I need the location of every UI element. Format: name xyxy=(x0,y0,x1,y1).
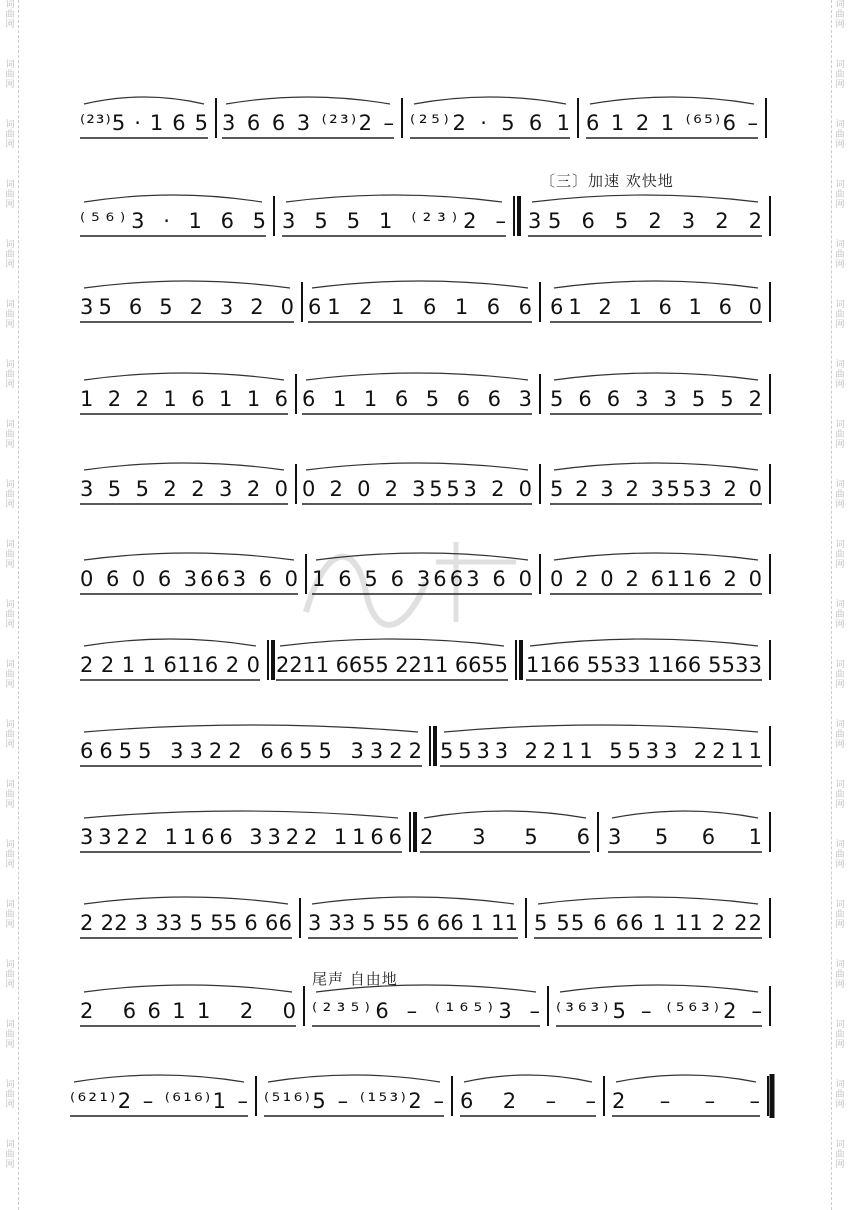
watermark-text: 词 曲 网 xyxy=(5,1140,15,1170)
bar-notes: 3 33 5 55 6 66 1 11 xyxy=(308,911,518,935)
score-row-7 xyxy=(0,630,850,700)
bar-notes: 35 6 5 2 3 2 2 xyxy=(528,209,762,233)
slur-arc xyxy=(312,897,514,904)
bar-notes: 6 1 2 1 ⁽⁶⁵⁾6 – xyxy=(586,111,758,135)
watermark-text: 词 曲 网 xyxy=(5,120,15,150)
watermark-text: 词 曲 网 xyxy=(835,720,845,750)
slur-arc xyxy=(84,373,284,380)
watermark-text: 词 曲 网 xyxy=(835,540,845,570)
slur-arc xyxy=(424,811,586,818)
slur-arc xyxy=(84,639,256,646)
bar-notes: 1166 5533 1166 5533 xyxy=(526,653,762,677)
slur-arc xyxy=(84,897,288,904)
score-row-1 xyxy=(0,88,850,158)
watermark-text: 词 曲 网 xyxy=(5,720,15,750)
bar-notes: 1 2 2 1 6 1 1 6 xyxy=(80,387,288,411)
section-3-annotation: 〔三〕加速 欢快地 xyxy=(540,172,674,190)
slur-arc xyxy=(306,373,528,380)
slur-arc xyxy=(316,985,536,992)
bar-notes: 0 6 0 6 3663 6 0 xyxy=(80,567,298,591)
bar-notes: 5 6 6 3 3 5 5 2 xyxy=(550,387,762,411)
bar-notes: 2 6611 2 0 xyxy=(80,999,296,1023)
watermark-text: 词 曲 网 xyxy=(5,300,15,330)
slur-arc xyxy=(84,811,398,818)
bar-notes: 5 55 6 66 1 11 2 22 xyxy=(534,911,762,935)
score-row-10 xyxy=(0,888,850,958)
slur-arc xyxy=(84,725,418,732)
watermark-text: 词 曲 网 xyxy=(5,540,15,570)
watermark-text: 词 曲 网 xyxy=(5,1020,15,1050)
coda-annotation: 尾声 自由地 xyxy=(312,970,398,988)
watermark-text: 词 曲 网 xyxy=(5,240,15,270)
slur-arc xyxy=(316,553,528,560)
watermark-text: 词 曲 网 xyxy=(835,240,845,270)
watermark-text: 词 曲 网 xyxy=(835,600,845,630)
bar-notes: 2 – – – xyxy=(612,1089,760,1113)
bar-notes: 3 5 5 2 2 3 2 0 xyxy=(80,477,288,501)
bar-notes: ⁽³⁶³⁾5 – ⁽⁵⁶³⁾2 – xyxy=(556,999,762,1023)
slur-arc xyxy=(554,553,758,560)
watermark-text: 词 曲 网 xyxy=(5,1080,15,1110)
watermark-text: 词 曲 网 xyxy=(835,180,845,210)
watermark-text: 词 曲 网 xyxy=(835,0,845,30)
watermark-text: 词 曲 网 xyxy=(835,120,845,150)
bar-notes: ⁽²³⁾5 · 1 6 5 xyxy=(80,111,208,135)
slur-arc xyxy=(560,985,758,992)
bar-notes: 2 3 5 6 xyxy=(420,825,590,849)
slur-arc xyxy=(532,195,758,202)
watermark-text: 词 曲 网 xyxy=(835,300,845,330)
bar-notes: 5533 2211 5533 2211 xyxy=(440,739,762,763)
watermark-text: 词 曲 网 xyxy=(835,1140,845,1170)
bar-notes: ⁽²⁵⁾2 · 5 6 1 xyxy=(410,111,570,135)
bar-notes: 0 2 0 2 3553 2 0 xyxy=(302,477,532,501)
slur-arc xyxy=(538,897,758,904)
slur-arc xyxy=(286,195,502,202)
watermark-text: 词 曲 网 xyxy=(5,60,15,90)
watermark-text: 词 曲 网 xyxy=(835,960,845,990)
slur-arc xyxy=(226,97,390,104)
bar-notes: 6655 3322 6655 3322 xyxy=(80,739,422,763)
bar-notes: 0 2 0 2 6116 2 0 xyxy=(550,567,762,591)
slur-arc xyxy=(84,553,294,560)
bar-notes: 1 6 5 6 3663 6 0 xyxy=(312,567,532,591)
watermark-text: 词 曲 网 xyxy=(5,960,15,990)
bar-notes: 3 5 5 1 ⁽²³⁾2 – xyxy=(282,209,506,233)
slur-arc xyxy=(280,639,504,646)
bar-notes: 3 6 6 3 ⁽²³⁾2 – xyxy=(222,111,394,135)
watermark-text: 词 曲 网 xyxy=(5,360,15,390)
slur-arc xyxy=(590,97,754,104)
score-row-11 xyxy=(0,976,850,1046)
bar-notes: 3322 1166 3322 1166 xyxy=(80,825,402,849)
bar-notes: 3 5 6 1 xyxy=(608,825,762,849)
slur-arc xyxy=(84,195,262,202)
bar-notes: 61 2 1 6 1 6 0 xyxy=(550,295,762,319)
bar-notes: ⁽²³⁵⁾6 – ⁽¹⁶⁵⁾3 – xyxy=(312,999,540,1023)
slur-arc xyxy=(306,463,528,470)
slur-arc xyxy=(554,373,758,380)
watermark-text: 词 曲 网 xyxy=(835,420,845,450)
watermark-text: 词 曲 网 xyxy=(835,900,845,930)
slur-arc xyxy=(268,1075,440,1082)
watermark-text: 词 曲 网 xyxy=(835,1080,845,1110)
score-row-3 xyxy=(0,272,850,342)
bar-notes: 5 2 3 2 3553 2 0 xyxy=(550,477,762,501)
bar-notes: 61 2 1 6 1 6 6 xyxy=(308,295,532,319)
bar-notes: 2 22 3 33 5 55 6 66 xyxy=(80,911,292,935)
slur-arc xyxy=(84,463,284,470)
slur-arc xyxy=(612,811,758,818)
bar-notes: 6 2 – – xyxy=(460,1089,596,1113)
slur-arc xyxy=(74,1075,244,1082)
watermark-text: 词 曲 网 xyxy=(5,0,15,30)
watermark-text: 词 曲 网 xyxy=(835,360,845,390)
watermark-text: 词 曲 网 xyxy=(835,840,845,870)
score-row-4 xyxy=(0,364,850,434)
bar-notes: 6 1 1 6 5 6 6 3 xyxy=(302,387,532,411)
watermark-text: 词 曲 网 xyxy=(5,480,15,510)
watermark-text: 词 曲 网 xyxy=(5,840,15,870)
slur-arc xyxy=(554,463,758,470)
watermark-text: 词 曲 网 xyxy=(5,180,15,210)
score-row-6 xyxy=(0,544,850,614)
watermark-text: 词 曲 网 xyxy=(5,780,15,810)
bar-notes: ⁽⁶²¹⁾2 – ⁽⁶¹⁶⁾1 – xyxy=(70,1089,248,1113)
watermark-text: 词 曲 网 xyxy=(835,480,845,510)
slur-arc xyxy=(84,97,204,104)
score-row-5 xyxy=(0,454,850,524)
watermark-text: 词 曲 网 xyxy=(835,60,845,90)
slur-arc xyxy=(530,639,758,646)
slur-arc xyxy=(464,1075,592,1082)
slur-arc xyxy=(312,281,528,288)
slur-arc xyxy=(84,985,292,992)
watermark-text: 词 曲 网 xyxy=(5,420,15,450)
score-row-9 xyxy=(0,802,850,872)
slur-arc xyxy=(414,97,566,104)
bar-notes: ⁽⁵¹⁶⁾5 – ⁽¹⁵³⁾2 – xyxy=(264,1089,444,1113)
slur-arc xyxy=(554,281,758,288)
score-row-2 xyxy=(0,186,850,256)
slur-arc xyxy=(84,281,290,288)
bar-notes: ⁽⁵⁶⁾3 · 1 6 5 xyxy=(80,209,266,233)
watermark-text: 词 曲 网 xyxy=(835,780,845,810)
slur-arc xyxy=(616,1075,756,1082)
watermark-text: 词 曲 网 xyxy=(5,900,15,930)
slur-arc xyxy=(444,725,758,732)
watermark-text: 词 曲 网 xyxy=(835,1020,845,1050)
bar-notes: 2211 6655 2211 6655 xyxy=(276,653,508,677)
bar-notes: 35 6 5 2 3 2 0 xyxy=(80,295,294,319)
watermark-text: 词 曲 网 xyxy=(5,660,15,690)
score-row-8 xyxy=(0,716,850,786)
score-row-12 xyxy=(0,1066,850,1136)
watermark-text: 词 曲 网 xyxy=(5,600,15,630)
bar-notes: 2 2 1 1 6116 2 0 xyxy=(80,653,260,677)
watermark-text: 词 曲 网 xyxy=(835,660,845,690)
